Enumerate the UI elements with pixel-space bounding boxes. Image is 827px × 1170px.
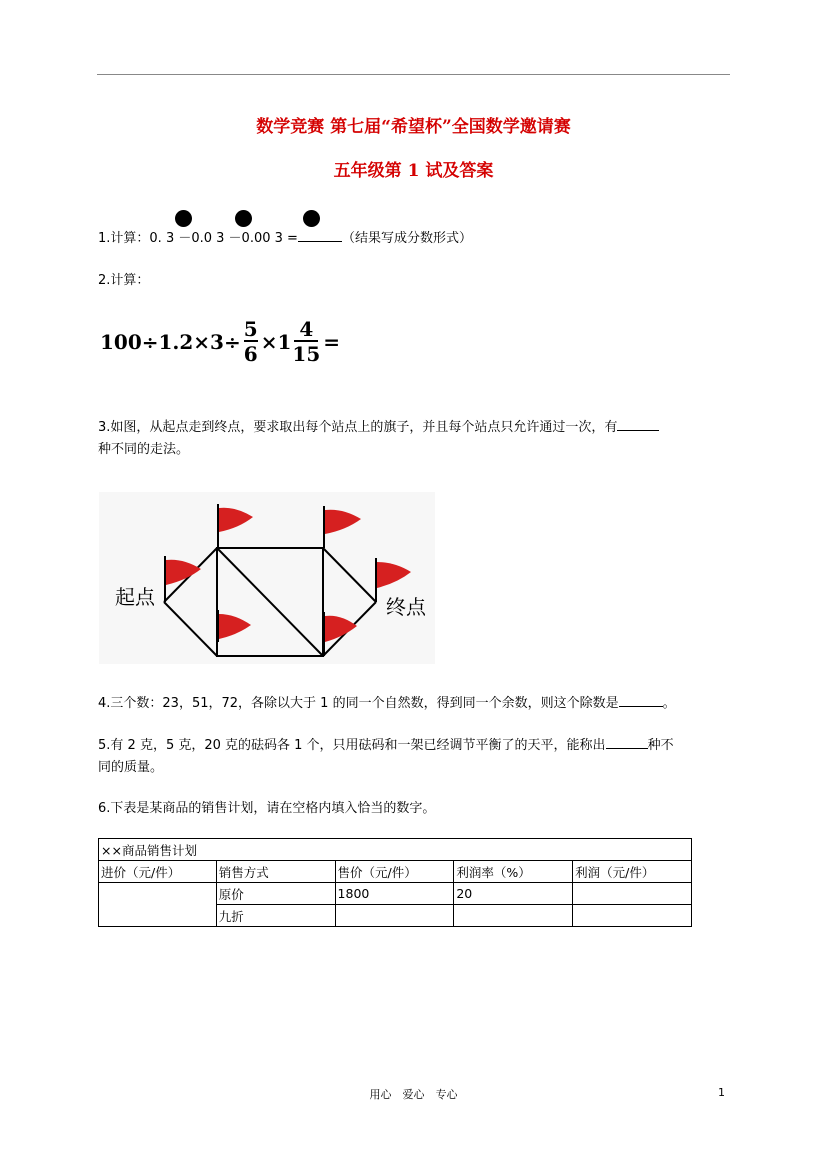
table-cell xyxy=(573,905,692,927)
question-5-line1: 5.有 2 克，5 克，20 克的砝码各 1 个，只用砝码和一架已经调节平衡了的天平，能称出 xyxy=(98,738,606,753)
fraction-numerator: 5 xyxy=(243,317,258,341)
answer-blank xyxy=(298,228,342,242)
table-cell xyxy=(573,883,692,905)
formula-times: ×1 xyxy=(260,330,292,354)
question-5-line1-tail: 种不 xyxy=(647,738,674,753)
page-subtitle: 五年级第 1 试及答案 xyxy=(333,161,494,181)
repeat-dot-mark xyxy=(175,210,192,227)
table-header-cell: 利润（元/件） xyxy=(573,861,692,883)
question-5-line2: 同的质量。 xyxy=(98,760,164,775)
header-rule xyxy=(97,74,730,75)
repeat-dot-mark xyxy=(235,210,252,227)
question-5 xyxy=(98,735,674,779)
question-4-text: 4.三个数：23，51，72，各除以大于 1 的同一个自然数，得到同一个余数，则这个除数是 xyxy=(98,696,619,711)
table-cell: 九折 xyxy=(216,905,335,927)
table-caption: ××商品销售计划 xyxy=(99,839,692,861)
end-label: 终点 xyxy=(386,595,426,619)
formula-equals: = xyxy=(323,330,341,354)
table-cell xyxy=(454,905,573,927)
repeat-dot-mark xyxy=(303,210,320,227)
fraction-denominator: 6 xyxy=(243,342,258,366)
table-header-cell: 利润率（%） xyxy=(454,861,573,883)
answer-blank xyxy=(606,735,648,749)
question-4 xyxy=(98,693,676,715)
question-1 xyxy=(98,228,472,250)
answer-blank xyxy=(617,417,659,431)
sales-plan-table xyxy=(98,838,692,927)
table-header-cell: 进价（元/件） xyxy=(99,861,217,883)
question-3 xyxy=(98,417,659,461)
fraction-denominator: 15 xyxy=(292,342,321,366)
table-cell: 原价 xyxy=(216,883,335,905)
route-figure xyxy=(99,492,435,664)
table-header-cell: 售价（元/件） xyxy=(335,861,454,883)
table-cell: 1800 xyxy=(335,883,454,905)
question-6: 6.下表是某商品的销售计划，请在空格内填入恰当的数字。 xyxy=(98,801,436,816)
table-cell-cost-price xyxy=(99,883,217,927)
start-label: 起点 xyxy=(115,585,155,609)
fraction-4-15 xyxy=(292,318,320,366)
page-title: 数学竞赛 第七届“希望杯”全国数学邀请赛 xyxy=(256,117,571,137)
question-3-line2: 种不同的走法。 xyxy=(98,442,190,457)
question-3-line1: 3.如图，从起点走到终点，要求取出每个站点上的旗子，并且每个站点只允许通过一次，有 xyxy=(98,420,618,435)
page-number: 1 xyxy=(718,1086,725,1099)
table-cell xyxy=(335,905,454,927)
table-caption-row xyxy=(99,839,692,861)
formula-lead: 100÷1.2×3÷ xyxy=(100,330,241,354)
table-header-cell: 销售方式 xyxy=(216,861,335,883)
question-2-formula xyxy=(100,316,340,368)
table-row xyxy=(99,883,692,905)
fraction-5-6 xyxy=(244,318,258,366)
table-cell: 20 xyxy=(454,883,573,905)
question-1-note: （结果写成分数形式） xyxy=(341,231,472,246)
footer-motto: 用心 爱心 专心 xyxy=(369,1088,458,1101)
question-4-tail: 。 xyxy=(662,696,676,711)
answer-blank xyxy=(619,693,663,707)
table-header-row xyxy=(99,861,692,883)
question-1-text: 1.计算：0. 3 －0.0 3 －0.00 3 = xyxy=(98,231,298,246)
fraction-numerator: 4 xyxy=(299,317,314,341)
question-2: 2.计算： xyxy=(98,273,150,288)
